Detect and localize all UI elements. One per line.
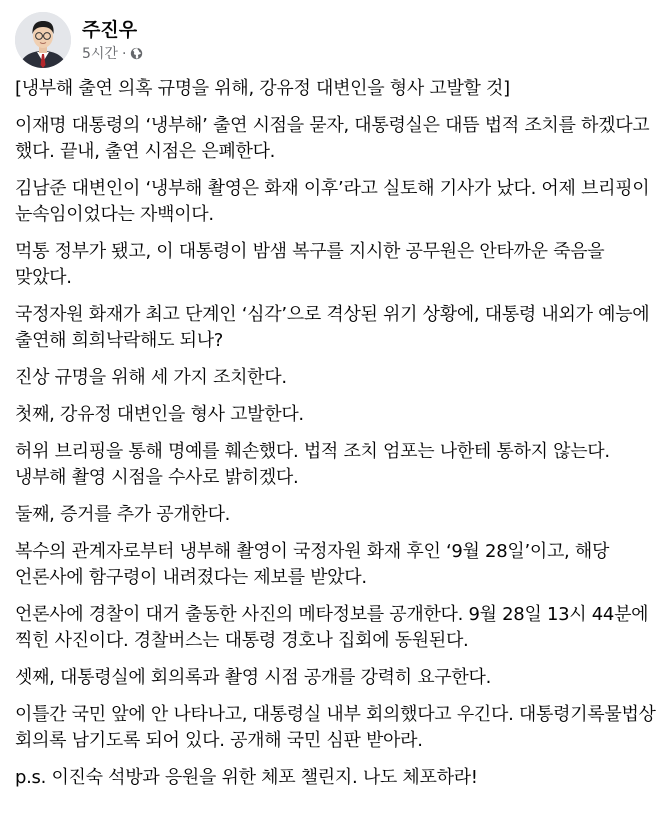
meta-separator: · xyxy=(121,45,127,62)
post-time[interactable]: 5시간 xyxy=(82,45,118,62)
avatar[interactable] xyxy=(15,12,71,68)
post-paragraph: 둘째, 증거를 추가 공개한다. xyxy=(15,504,231,525)
post-paragraph: 김남준 대변인이 ‘냉부해 촬영은 화재 이후’라고 실토해 기사가 났다. 어제 브리핑이 눈속임이었다는 자백이다. xyxy=(15,178,650,225)
globe-icon[interactable] xyxy=(130,47,143,60)
post-paragraph: 언론사에 경찰이 대거 출동한 사진의 메타정보를 공개한다. 9월 28일 13시 44분에 찍힌 사진이다. 경찰버스는 대통령 경호나 집회에 동원된다. xyxy=(15,604,649,651)
author-block xyxy=(82,18,143,63)
post-paragraph: 셋째, 대통령실에 회의록과 촬영 시점 공개를 강력히 요구한다. xyxy=(15,667,491,688)
post-paragraph: 국정자원 화재가 최고 단계인 ‘심각’으로 격상된 위기 상황에, 대통령 내외가 예능에 출연해 희희낙락해도 되나? xyxy=(15,304,650,351)
post-paragraph: p.s. 이진숙 석방과 응원을 위한 체포 챌린지. 나도 체포하라! xyxy=(15,767,478,788)
avatar-photo-icon xyxy=(15,12,71,68)
post-paragraph-title: [냉부해 출연 의혹 규명을 위해, 강유정 대변인을 형사 고발할 것] xyxy=(15,78,510,99)
post-body xyxy=(15,76,665,802)
post-paragraph: 허위 브리핑을 통해 명예를 훼손했다. 법적 조치 엄포는 나한테 통하지 않는다. 냉부해 촬영 시점을 수사로 밝히겠다. xyxy=(15,441,610,488)
post-meta xyxy=(82,45,143,63)
post-paragraph: 이틀간 국민 앞에 안 나타나고, 대통령실 내부 회의했다고 우긴다. 대통령기록물법상 회의록 남기도록 되어 있다. 공개해 국민 심판 받아라. xyxy=(15,704,656,751)
post-paragraph: 복수의 관계자로부터 냉부해 촬영이 국정자원 화재 후인 ‘9월 28일’이고, 해당 언론사에 함구령이 내려졌다는 제보를 받았다. xyxy=(15,541,610,588)
author-name[interactable]: 주진우 xyxy=(82,18,138,41)
post-paragraph: 먹통 정부가 됐고, 이 대통령이 밤샘 복구를 지시한 공무원은 안타까운 죽음을 맞았다. xyxy=(15,241,605,288)
post-paragraph: 이재명 대통령의 ‘냉부해’ 출연 시점을 묻자, 대통령실은 대뜸 법적 조치를 하겠다고 했다. 끝내, 출연 시점은 은폐한다. xyxy=(15,115,650,162)
post-paragraph: 첫째, 강유정 대변인을 형사 고발한다. xyxy=(15,404,304,425)
post-paragraph: 진상 규명을 위해 세 가지 조치한다. xyxy=(15,367,287,388)
post-header xyxy=(15,12,143,68)
